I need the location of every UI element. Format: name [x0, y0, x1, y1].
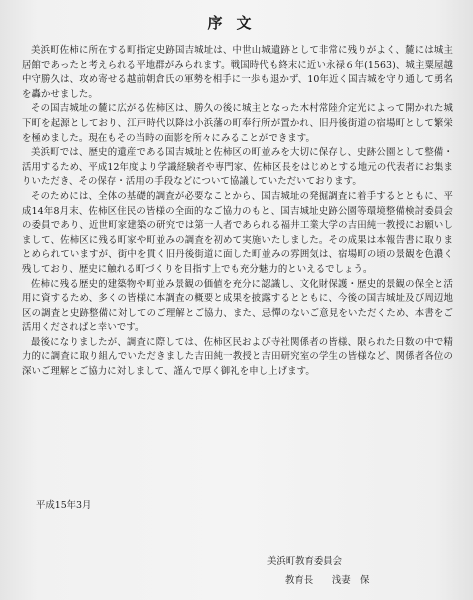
- paragraph: そのためには、全体の基礎的調査が必要なことから、国吉城址の発掘調査に着手するとともに、平成14年8月末、佐柿区住民の皆様の全面的なご協力のもと、国吉城址史跡公園等環境整備検討委員会の委員であり、近世町家建築の研究では第一人者であられる福井工業大学の吉田純一教授にお願いしまして、佐柿区に残る町家や町並みの調査を初めて実施いたしました。その成果は本報告書に取りまとめられていますが、街中を貫く旧丹後街道に面した町並みの雰囲気は、宿場町の頃の景観を色濃く残しており、歴史に触れる町づくりを目指す上でも充分魅力的といえるでしょう。: [22, 190, 453, 275]
- document-title: 序文: [207, 14, 266, 32]
- organization-name: 美浜町教育委員会: [267, 556, 343, 567]
- document-date: 平成15年3月: [36, 500, 92, 511]
- document-body: [22, 44, 453, 380]
- paragraph: 佐柿に残る歴史的建築物や町並み景観の価値を充分に認識し、文化財保護・歴史的景観の保全と活用に資するため、多くの皆様に本調査の概要と成果を披露するとともに、今後の国吉城址及び周辺地区の調査と史跡整備に対してのご理解とご協力、また、忌憚のないご意見をいただくため、本書をご活用くださればと幸いです。: [22, 278, 453, 334]
- paragraph: その国吉城址の麓に広がる佐柿区は、勝久の後に城主となった木村常陸介定光によって開かれた城下町を起源としており、江戸時代以降は小浜藩の町奉行所が置かれ、旧丹後街道の宿場町として繁栄を極めました。現在もその当時の面影を所々にみることができます。: [22, 103, 453, 144]
- paragraph: 美浜町佐柿に所在する町指定史跡国吉城址は、中世山城遺跡として非常に残りがよく、麓には城主居館であったと考えられる平地群がみられます。戦国時代も終末に近い永禄６年(1563)、城主粟屋越中守勝久は、攻め寄せる越前朝倉氏の軍勢を相手に一歩も退かず、10年近く国吉城を守り通して勇名を轟かせました。: [22, 45, 453, 100]
- signer-name: 教育長 浅妻 保: [285, 575, 370, 586]
- paragraph: 最後になりましたが、調査に際しては、佐柿区民および寺社関係者の皆様、限られた日数の中で精力的に調査に取り組んでいただきました吉田純一教授と吉田研究室の学生の皆様など、関係者各位の深いご理解とご協力に対しまして、謹んで厚く御礼を申し上げます。: [22, 336, 453, 378]
- paragraph: 美浜町では、歴史的遺産である国吉城址と佐柿区の町並みを大切に保存し、史跡公園として整備・活用するため、平成12年度より学識経験者や専門家、佐柿区長をはじめとする地元の代表者にお集まりいただき、その保存・活用の手段などについて協議していただいております。: [22, 147, 453, 188]
